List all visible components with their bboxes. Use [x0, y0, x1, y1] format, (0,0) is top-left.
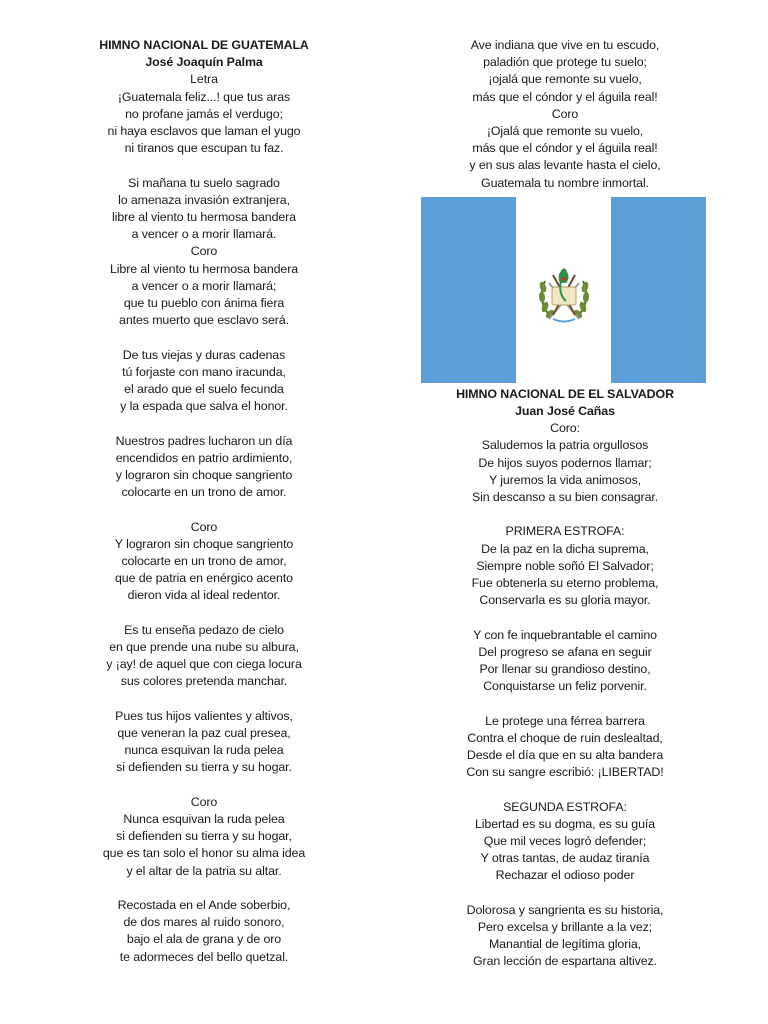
verse-line: Manantial de legítima gloria, — [488, 937, 642, 952]
verse-line: en que prende una nube su albura, — [109, 640, 299, 655]
verse-line: Coro — [551, 106, 579, 121]
heading-line: HIMNO NACIONAL DE EL SALVADOR — [456, 386, 674, 401]
verse-line: Gran lección de espartana altivez. — [473, 954, 657, 969]
verse-line: Coro — [190, 244, 218, 259]
verse-line: Conservarla es su gloria mayor. — [479, 593, 651, 608]
heading-line: Juan José Cañas — [515, 404, 615, 419]
verse-line: que es tan solo el honor su alma idea — [102, 846, 306, 861]
verse-line: y la espada que salva el honor. — [120, 399, 288, 414]
verse-line: Conquistarse un feliz porvenir. — [483, 679, 647, 694]
stanza-gap — [410, 885, 720, 902]
verse-line: dieron vida al ideal redentor. — [127, 588, 281, 603]
verse-line: Si mañana tu suelo sagrado — [128, 175, 280, 190]
verse-line: Recostada en el Ande soberbio, — [117, 898, 291, 913]
verse-line: Libertad es su dogma, es su guía — [474, 816, 656, 831]
verse-line: Nunca esquivan la ruda pelea — [123, 812, 285, 827]
verse-line: ni tiranos que escupan tu faz. — [124, 141, 284, 156]
stanza-gap — [52, 501, 356, 518]
verse-line: tú forjaste con mano iracunda, — [122, 364, 286, 379]
verse-line: Saludemos la patria orgullosos — [481, 438, 649, 453]
verse-line: el arado que el suelo fecunda — [124, 382, 284, 397]
verse-line: nunca esquivan la ruda pelea — [124, 743, 284, 758]
stanza-gap — [410, 506, 720, 523]
verse-line: Sin descanso a su bien consagrar. — [471, 490, 659, 505]
verse-line: Y juremos la vida animosos, — [488, 472, 642, 487]
stanza-gap — [52, 415, 356, 432]
verse-line: que de patria en enérgico acento — [115, 571, 293, 586]
coat-of-arms-icon — [533, 253, 595, 327]
guatemala-flag — [421, 197, 706, 383]
verse-line: Le protege una férrea barrera — [485, 713, 645, 728]
verse-line: y en sus alas levante hasta el cielo, — [469, 158, 661, 173]
verse-line: Por llenar su grandioso destino, — [479, 662, 651, 677]
verse-line: Fue obtenerla su eterno problema, — [471, 576, 659, 591]
verse-line: no profane jamás el verdugo; — [125, 106, 283, 121]
verse-line: colocarte en un trono de amor, — [121, 554, 287, 569]
verse-line: Pues tus hijos valientes y altivos, — [115, 708, 293, 723]
verse-line: PRIMERA ESTROFA: — [505, 524, 625, 539]
verse-line: Y otras tantas, de audaz tiranía — [480, 851, 650, 866]
stanza-gap — [52, 691, 356, 708]
verse-line: Del progreso se afana en seguir — [478, 644, 652, 659]
verse-line: y ¡ay! de aquel que con ciega locura — [106, 657, 302, 672]
verse-line: paladión que protege tu suelo; — [483, 55, 647, 70]
flag-blue-band-right — [611, 197, 706, 383]
verse-line: Dolorosa y sangrienta es su historia, — [466, 902, 664, 917]
verse-line: Y con fe inquebrantable el camino — [473, 627, 657, 642]
verse-line: De tus viejas y duras cadenas — [122, 347, 286, 362]
verse-line: Pero excelsa y brillante a la vez; — [477, 920, 653, 935]
verse-line: ¡ojalá que remonte su vuelo, — [488, 72, 642, 87]
verse-line: SEGUNDA ESTROFA: — [503, 799, 627, 814]
stanza-gap — [52, 329, 356, 346]
verse-line: más que el cóndor y el águila real! — [472, 141, 658, 156]
flag-white-band — [516, 197, 611, 383]
verse-line: encendidos en patrio ardimiento, — [115, 450, 293, 465]
verse-line: Guatemala tu nombre inmortal. — [481, 175, 649, 190]
verse-line: más que el cóndor y el águila real! — [472, 89, 658, 104]
flag-blue-band-left — [421, 197, 516, 383]
el-salvador-anthem — [410, 386, 720, 971]
verse-line: que tu pueblo con ánima fiera — [123, 296, 285, 311]
stanza-gap — [52, 157, 356, 174]
verse-line: Libre al viento tu hermosa bandera — [109, 261, 299, 276]
verse-line: Que mil veces logró defender; — [483, 834, 647, 849]
right-column — [410, 37, 720, 971]
verse-line: Con su sangre escribió: ¡LIBERTAD! — [466, 765, 664, 780]
verse-line: si defienden su tierra y su hogar, — [116, 829, 292, 844]
verse-line: y el altar de la patria su altar. — [126, 863, 282, 878]
verse-line: y lograron sin choque sangriento — [115, 468, 293, 483]
stanza-gap — [52, 880, 356, 897]
verse-line: Ave indiana que vive en tu escudo, — [470, 38, 660, 52]
verse-line: ni haya esclavos que laman el yugo — [107, 124, 301, 139]
verse-line: a vencer o a morir llamará. — [131, 227, 277, 242]
verse-line: que veneran la paz cual presea, — [117, 726, 291, 741]
verse-line: De hijos suyos podernos llamar; — [478, 455, 652, 470]
stanza-gap — [410, 609, 720, 626]
verse-line: De la paz en la dicha suprema, — [481, 541, 649, 556]
verse-line: sus colores pretenda manchar. — [120, 674, 288, 689]
verse-line: colocarte en un trono de amor. — [121, 485, 287, 500]
verse-line: Y lograron sin choque sangriento — [114, 536, 294, 551]
verse-line: ¡Ojalá que remonte su vuelo, — [486, 124, 644, 139]
verse-line: antes muerto que esclavo será. — [119, 313, 289, 328]
verse-line: a vencer o a morir llamará; — [131, 278, 277, 293]
verse-line: Nuestros padres lucharon un día — [115, 433, 293, 448]
verse-line: Es tu enseña pedazo de cielo — [124, 622, 284, 637]
verse-line: libre al viento tu hermosa bandera — [112, 210, 296, 225]
verse-line: Coro — [190, 519, 218, 534]
verse-line: Coro — [190, 794, 218, 809]
heading-line: HIMNO NACIONAL DE GUATEMALA — [99, 38, 309, 52]
stanza-gap — [52, 605, 356, 622]
verse-line: lo amenaza invasión extranjera, — [118, 192, 290, 207]
stanza-gap — [52, 777, 356, 794]
guatemala-anthem-column — [52, 37, 356, 966]
verse-line: Coro: — [550, 421, 580, 436]
verse-line: si defienden su tierra y su hogar. — [116, 760, 292, 775]
verse-line: Letra — [190, 72, 218, 87]
verse-line: Contra el choque de ruin deslealtad, — [467, 730, 663, 745]
verse-line: de dos mares al ruido sonoro, — [123, 915, 285, 930]
heading-line: José Joaquín Palma — [145, 55, 263, 70]
verse-line: te adormeces del bello quetzal. — [119, 949, 289, 964]
verse-line: Rechazar el odioso poder — [495, 868, 635, 883]
verse-line: bajo el ala de grana y de oro — [126, 932, 282, 947]
verse-line: Siempre noble soñó El Salvador; — [476, 558, 654, 573]
verse-line: ¡Guatemala feliz...! que tus aras — [117, 89, 291, 104]
verse-line: Desde el día que en su alta bandera — [466, 748, 664, 763]
guatemala-anthem-continuation — [410, 37, 720, 192]
stanza-gap — [410, 781, 720, 798]
stanza-gap — [410, 695, 720, 712]
